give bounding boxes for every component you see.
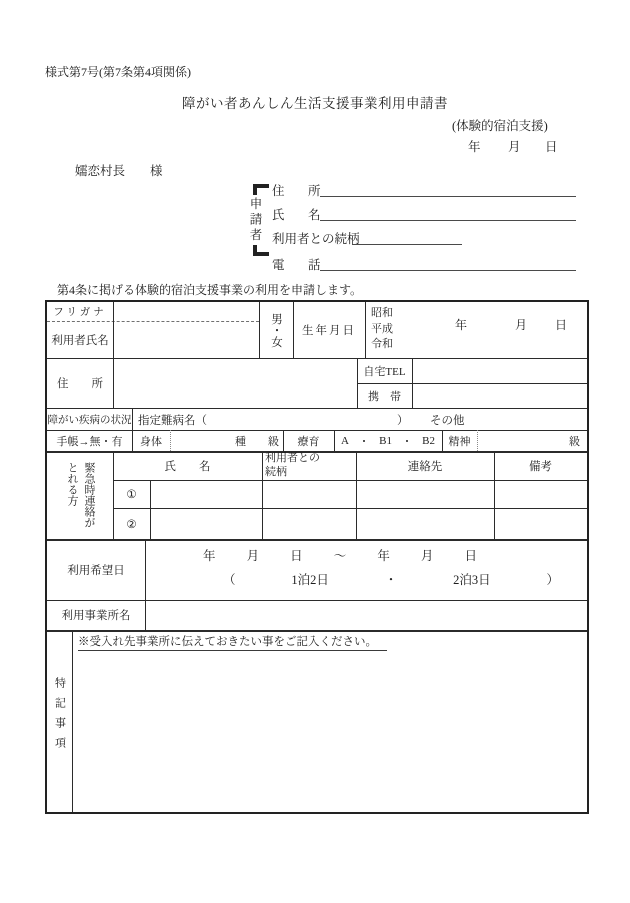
form-title: 障がい者あんしん生活支援事業利用申請書 — [182, 96, 448, 111]
applicant-tel-label-l: 電 — [272, 258, 285, 272]
emergency-row2-number: ② — [126, 518, 137, 531]
office-name-input[interactable] — [145, 600, 587, 630]
user-name-input[interactable] — [113, 321, 259, 358]
applicant-address-label-l: 住 — [272, 184, 285, 198]
stay-option-1[interactable]: 1泊2日 — [291, 573, 329, 587]
special-notes-input[interactable] — [72, 652, 587, 812]
special-notes-instruction: ※受入れ先事業所に伝えておきたい事をご記入ください。 — [78, 633, 387, 651]
applicant-tel-label-r: 話 — [308, 258, 321, 272]
furigana-input[interactable] — [113, 302, 259, 321]
col-divider — [365, 302, 366, 358]
addressee-honorific: 様 — [150, 164, 163, 178]
row-divider — [47, 630, 587, 632]
date-month-label: 月 — [508, 140, 521, 154]
home-tel-input[interactable] — [412, 358, 587, 383]
emergency-remarks-header: 備考 — [529, 460, 552, 473]
desired-month2-label: 月 — [420, 549, 434, 563]
emergency-row2-contact-input[interactable] — [356, 508, 494, 539]
emergency-row1-relation-input[interactable] — [262, 480, 356, 508]
seishin-label: 精神 — [448, 435, 471, 448]
user-name-label: 利用者氏名 — [51, 334, 109, 347]
shintai-label: 身体 — [140, 435, 162, 448]
address-input[interactable] — [113, 358, 357, 408]
seishin-grade-label[interactable]: 級 — [569, 435, 580, 448]
mobile-input[interactable] — [412, 383, 587, 408]
office-name-label: 利用事業所名 — [61, 610, 131, 622]
ryoiku-grade-options[interactable] — [334, 430, 442, 451]
emergency-contact-header: 連絡先 — [407, 460, 443, 473]
birth-month-label: 月 — [515, 318, 528, 332]
applicant-bracket-bottom — [253, 245, 269, 256]
mobile-label: 携 帯 — [368, 390, 401, 403]
applicant-vertical-label: 申請者 — [248, 197, 262, 244]
furigana-label: フリガナ — [53, 307, 107, 318]
stay-length-options[interactable] — [145, 570, 587, 588]
special-notes-side-label: 特記事項 — [53, 676, 66, 757]
emergency-name-header: 氏 名 — [164, 460, 211, 473]
designated-disease-close-paren: ） — [397, 415, 409, 427]
tilde-separator: ～ — [333, 549, 347, 563]
disability-status-label: 障がい疾病の状況 — [47, 414, 132, 426]
emergency-row1-contact-input[interactable] — [356, 480, 494, 508]
era-options[interactable]: 昭和 平成 令和 — [371, 307, 393, 350]
address-label: 住 所 — [57, 378, 103, 390]
stay-open-paren: （ — [223, 573, 236, 587]
shintai-grade-labels[interactable]: 種 級 — [235, 435, 279, 448]
ryoiku-grade-b1[interactable]: B1 — [379, 434, 392, 447]
stay-close-paren: ） — [546, 573, 559, 587]
applicant-address-input[interactable] — [320, 181, 576, 197]
designated-disease-input[interactable] — [202, 408, 392, 430]
emergency-relation-header: 利用者との続柄 — [265, 452, 320, 478]
desired-month1-label: 月 — [246, 549, 260, 563]
form-number: 様式第7号(第7条第4項関係) — [45, 65, 191, 79]
techo-label[interactable]: 手帳→無・有 — [56, 435, 123, 448]
application-table — [45, 300, 589, 814]
desired-date-range[interactable] — [145, 546, 587, 564]
date-day-label: 日 — [545, 140, 558, 154]
applicant-name-label-r: 名 — [308, 208, 321, 222]
stay-option-2[interactable]: 2泊3日 — [453, 573, 491, 587]
ryoiku-label: 療育 — [297, 435, 320, 448]
dot-separator: ・ — [358, 435, 370, 448]
addressee: 嬬恋村長 — [75, 164, 126, 178]
applicant-address-label-r: 所 — [308, 184, 321, 198]
declaration-text: 第4条に掲げる体験的宿泊支援事業の利用を申請します。 — [57, 283, 363, 297]
date-year-label: 年 — [468, 140, 481, 154]
emergency-row1-name-input[interactable] — [150, 480, 262, 508]
designated-disease-label: 指定難病名（ — [138, 415, 207, 427]
applicant-name-input[interactable] — [320, 205, 576, 221]
applicant-bracket-top — [253, 184, 269, 195]
gender-options[interactable]: 男・女 — [270, 312, 282, 348]
home-tel-label: 自宅TEL — [363, 365, 406, 378]
birth-day-label: 日 — [555, 318, 568, 332]
emergency-row2-name-input[interactable] — [150, 508, 262, 539]
desired-day2-label: 日 — [464, 549, 477, 563]
applicant-relation-input[interactable] — [352, 229, 462, 245]
desired-year1-label: 年 — [203, 549, 216, 563]
emergency-row1-remarks-input[interactable] — [494, 480, 587, 508]
birth-year-label: 年 — [455, 318, 468, 332]
emergency-row2-relation-input[interactable] — [262, 508, 356, 539]
other-label: その他 — [430, 415, 465, 427]
emergency-row2-remarks-input[interactable] — [494, 508, 587, 539]
desired-year2-label: 年 — [377, 549, 390, 563]
form-subtitle: (体験的宿泊支援) — [452, 119, 548, 133]
desired-date-label: 利用希望日 — [67, 564, 125, 577]
birth-date-label: 生年月日 — [302, 325, 356, 337]
applicant-relation-label: 利用者との続柄 — [272, 232, 360, 246]
emergency-side-label: 緊急時連絡が とれる方 — [66, 462, 95, 528]
applicant-tel-input[interactable] — [320, 255, 576, 271]
applicant-name-label-l: 氏 — [272, 208, 285, 222]
ryoiku-grade-b2[interactable]: B2 — [422, 434, 435, 447]
desired-day1-label: 日 — [290, 549, 303, 563]
dot-separator: ・ — [401, 435, 413, 448]
ryoiku-grade-a[interactable]: A — [341, 434, 349, 447]
emergency-row1-number: ① — [126, 489, 137, 501]
dot-separator: ・ — [384, 573, 398, 587]
